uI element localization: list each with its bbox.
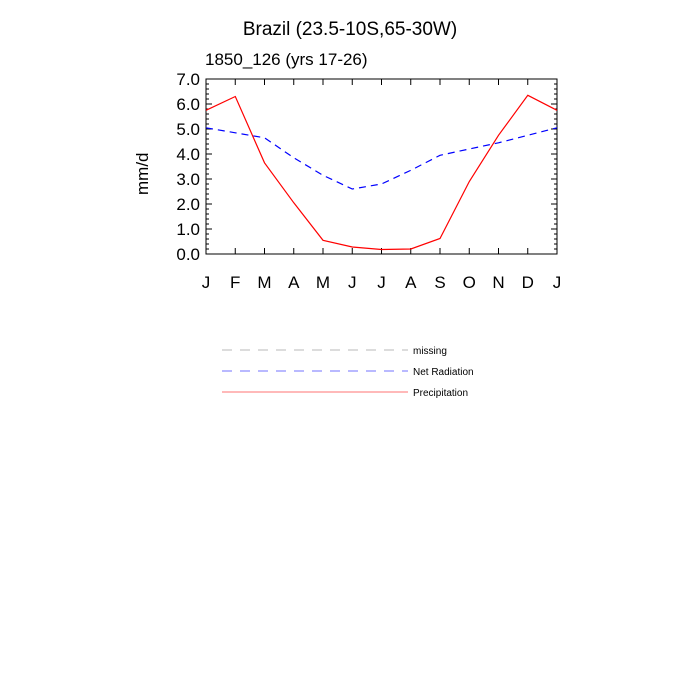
y-tick-label: 4.0 — [176, 145, 200, 164]
x-tick-label: J — [552, 273, 562, 292]
x-tick-label: F — [230, 273, 241, 292]
y-axis-label: mm/d — [133, 152, 152, 195]
legend-label: Net Radiation — [413, 367, 474, 378]
y-tick-label: 6.0 — [176, 95, 200, 114]
chart-title: Brazil (23.5-10S,65-30W) — [242, 19, 458, 40]
x-tick-label: N — [492, 273, 505, 292]
x-tick-label: J — [348, 273, 357, 292]
series-line-precipitation — [206, 95, 557, 249]
x-tick-label: J — [377, 273, 386, 292]
x-tick-label: D — [521, 273, 534, 292]
legend-label: missing — [413, 346, 447, 357]
y-tick-label: 1.0 — [176, 220, 200, 239]
y-tick-label: 7.0 — [176, 70, 200, 89]
x-tick-label: O — [462, 273, 476, 292]
plot-frame — [206, 79, 557, 254]
x-tick-label: M — [257, 273, 272, 292]
y-tick-label: 2.0 — [176, 195, 200, 214]
x-tick-label: A — [405, 273, 417, 292]
x-tick-label: J — [201, 273, 211, 292]
series-line-net-radiation — [206, 128, 557, 189]
y-tick-label: 0.0 — [176, 245, 200, 264]
y-tick-label: 5.0 — [176, 120, 200, 139]
legend-label: Precipitation — [413, 388, 469, 399]
x-tick-label: M — [315, 273, 331, 292]
x-tick-label: S — [434, 273, 446, 292]
chart-subtitle: 1850_126 (yrs 17-26) — [205, 50, 368, 69]
x-tick-label: A — [288, 273, 300, 292]
y-tick-label: 3.0 — [176, 170, 200, 189]
